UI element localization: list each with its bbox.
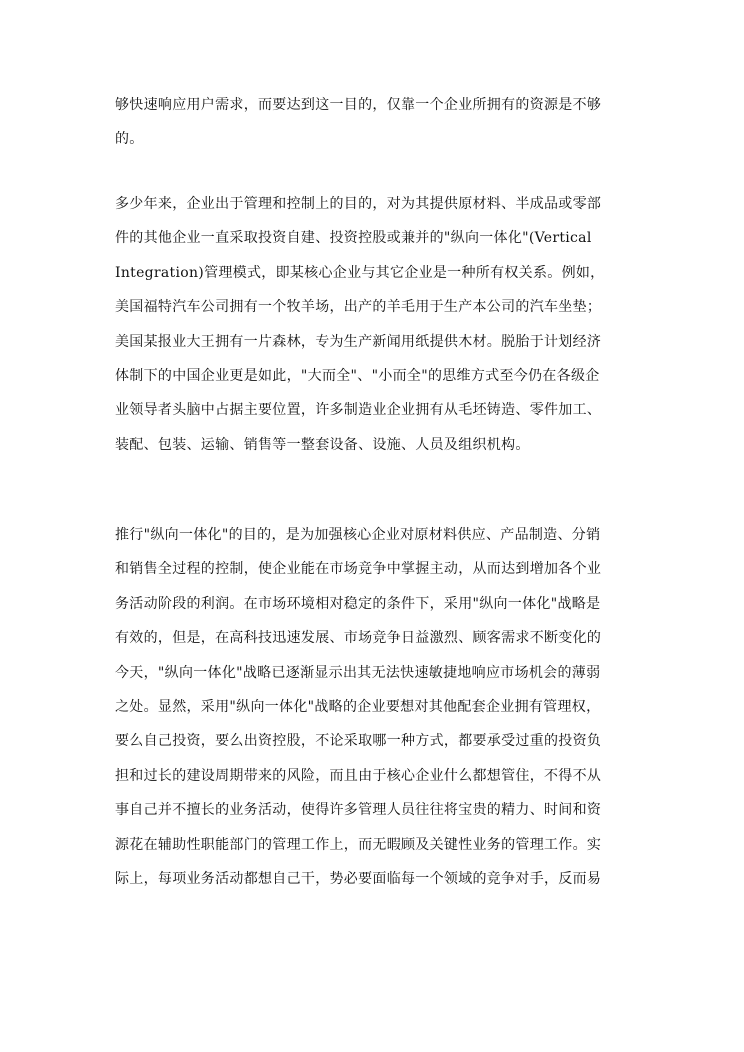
- text-line: 和销售全过程的控制，使企业能在市场竞争中掌握主动，从而达到增加各个业: [115, 561, 602, 578]
- text-line: 之处。显然，采用"纵向一体化"战略的企业要想对其他配套企业拥有管理权，: [115, 698, 601, 715]
- text-line: 装配、包装、运输、销售等一整套设备、设施、人员及组织机构。: [115, 436, 530, 453]
- text-line: 多少年来，企业出于管理和控制上的目的，对为其提供原材料、半成品或零部: [115, 196, 602, 212]
- text-line: 担和过长的建设周期带来的风险，而且由于核心企业什么都想管住，不得不从: [115, 767, 602, 784]
- text-line: 推行"纵向一体化"的目的，是为加强核心企业对原材料供应、产品制造、分销: [115, 527, 601, 543]
- paragraph-1: [115, 88, 627, 157]
- text-line: 够快速响应用户需求，而要达到这一目的，仅靠一个企业所拥有的资源是不够: [115, 97, 602, 113]
- paragraph-2: [115, 187, 627, 462]
- text-line: 业领导者头脑中占据主要位置，许多制造业企业拥有从毛坯铸造、零件加工、: [115, 402, 602, 419]
- text-line: 要么自己投资，要么出资控股，不论采取哪一种方式，都要承受过重的投资负: [115, 733, 602, 750]
- text-line: Integration)管理模式，即某核心企业与其它企业是一种所有权关系。例如，: [115, 264, 605, 281]
- text-line: 件的其他企业一直采取投资自建、投资控股或兼并的"纵向一体化"(Vertical: [115, 230, 592, 247]
- text-line: 源花在辅助性职能部门的管理工作上，而无暇顾及关键性业务的管理工作。实: [115, 836, 602, 853]
- text-line: 美国某报业大王拥有一片森林，专为生产新闻用纸提供木材。脱胎于计划经济: [115, 333, 602, 350]
- text-line: 的。: [115, 131, 144, 148]
- text-line: 务活动阶段的利润。在市场环境相对稳定的条件下，采用"纵向一体化"战略是: [115, 595, 601, 612]
- text-line: 事自己并不擅长的业务活动，使得许多管理人员往往将宝贵的精力、时间和资: [115, 802, 602, 819]
- paragraph-3: [115, 518, 627, 896]
- text-line: 今天，"纵向一体化"战略已逐渐显示出其无法快速敏捷地响应市场机会的薄弱: [115, 664, 601, 681]
- text-line: 美国福特汽车公司拥有一个牧羊场，出产的羊毛用于生产本公司的汽车坐垫；: [115, 299, 602, 316]
- text-line: 体制下的中国企业更是如此，"大而全"、"小而全"的思维方式至今仍在各级企: [115, 367, 600, 384]
- text-line: 际上，每项业务活动都想自己干，势必要面临每一个领域的竞争对手，反而易: [115, 870, 602, 887]
- text-line: 有效的，但是，在高科技迅速发展、市场竞争日益激烈、顾客需求不断变化的: [115, 630, 602, 647]
